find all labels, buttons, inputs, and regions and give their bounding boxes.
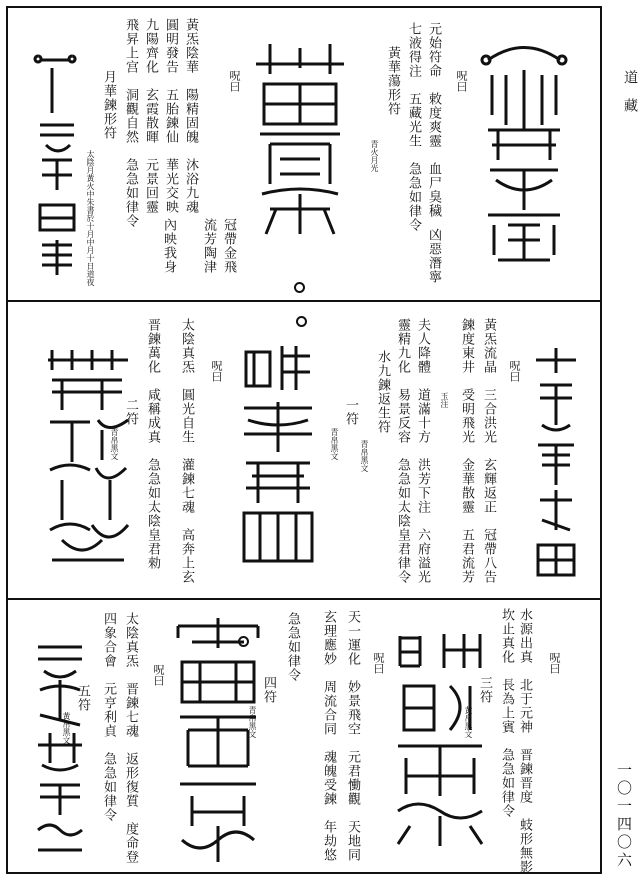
- p2-text-col2: 鍊度東井 受明飛光 金華散靈 五君流芳: [459, 318, 474, 584]
- p2-text-col8: 晋鍊萬化 咸稱成真 急急如太陰皇君勑: [145, 318, 160, 570]
- p3-text-col3-note: 黃帛黑文: [464, 706, 473, 738]
- talisman-seal-7: [390, 626, 490, 848]
- p3-text-col7: 四符: [261, 676, 276, 704]
- p2-text-col1: 黃炁流晶 三合洪光 玄輝返正 冠帶八告: [481, 318, 496, 584]
- p1-text-col1: 元始符命 敕度爽靈 血尸臭穢: [426, 22, 441, 218]
- talisman-seal-3: [32, 40, 82, 280]
- p3-text-col10-note: 黃帛黑文: [62, 712, 71, 744]
- p2-text-col6: 一符: [343, 398, 358, 426]
- p2-text-col4: 靈精九化 易景反容 急急如太陰皇君律令: [395, 318, 410, 584]
- p1-chant-2: 呪曰: [228, 70, 241, 92]
- talisman-seal-1: [478, 30, 570, 270]
- p1-text-col6: 九陽齊化 玄霞散暉 元景回靈: [143, 18, 158, 214]
- p2-text-col9-note: 青帛黑文: [110, 428, 119, 460]
- p2-text-col3: 夫人降體 道滿十方 洪芳下注 六府溢光: [415, 318, 430, 584]
- p2-text-col6-note: 青帛黑文: [330, 428, 339, 460]
- talisman-seal-2: [250, 34, 350, 244]
- p3-text-col7-note: 青帛黑文: [248, 706, 257, 738]
- p1-text-col3: 黃華蕩形符: [385, 46, 400, 116]
- panel-divider-bottom: [6, 598, 602, 600]
- talisman-seal-5: [238, 338, 318, 570]
- circle-mark: [296, 316, 307, 327]
- p1-text-col2b: 凶惡潛寧: [426, 228, 441, 284]
- talisman-seal-4: [530, 340, 582, 585]
- p1-text-col7: 飛昇上宫 洞觀自然 急急如律令: [123, 18, 138, 228]
- p3-text-col9: 四象合會 元亨利貞 急急如律令: [101, 612, 116, 822]
- p3-chant-3: 呪曰: [152, 664, 165, 686]
- margin-title: 道藏: [622, 70, 638, 126]
- talisman-seal-9: [30, 635, 90, 865]
- p3-text-col6: 急急如律令: [285, 612, 300, 682]
- p2-text-col9: 二符: [123, 398, 138, 426]
- p1-text-col4b: 冠帶金飛: [221, 218, 236, 274]
- p2-text-col2-note: 玉注: [440, 392, 449, 408]
- p3-text-col1: 水源出真 北于元神 晋鍊晋度 蚑形無影: [517, 608, 532, 874]
- p1-text-col8-note: 太陰月黃火中朱書於十月中月十日道夜: [86, 150, 95, 286]
- circle-mark: [238, 636, 249, 647]
- p3-text-col3: 三符: [477, 676, 492, 704]
- p3-text-col8: 太陰真炁 晋鍊七魂 返形復質 度命登: [123, 612, 138, 864]
- talisman-seal-8: [172, 612, 264, 867]
- p3-text-col5: 玄理應妙 周流合同 魂魄受鍊 年劫悠: [321, 610, 336, 862]
- circle-mark: [294, 282, 305, 293]
- p1-text-col3-note: 青火月光: [370, 140, 379, 172]
- p2-chant-1: 呪曰: [508, 360, 521, 382]
- p2-text-col5: 水九鍊返生符: [375, 350, 390, 434]
- page-number: 一〇一四〇六: [615, 762, 633, 870]
- p3-chant-1: 呪曰: [548, 652, 561, 674]
- p1-text-col2: 七液得注 五藏光生 急急如律令: [406, 22, 421, 232]
- p1-text-col6b: 內映我身: [161, 218, 176, 274]
- p1-text-col5b: 流芳陶津: [201, 218, 216, 274]
- p3-text-col10: 五符: [75, 684, 90, 712]
- p2-text-col7: 太陰真炁 圓光自生 灌鍊七魂 高奔上玄: [179, 318, 194, 584]
- p3-text-col4: 天一運化 妙景飛空 元君慟觀 天地同: [345, 610, 360, 862]
- p1-text-col4: 黃炁陰華 陽精固魄 沐浴九魂: [183, 18, 198, 214]
- p2-chant-2: 呪曰: [210, 360, 223, 382]
- p1-text-col8: 月華鍊形符: [101, 70, 116, 140]
- p1-chant-1: 呪曰: [455, 70, 468, 92]
- p3-text-col2: 坎止真化 長為上賓 急急如律令: [499, 608, 514, 818]
- talisman-seal-6: [42, 340, 134, 570]
- p3-chant-2: 呪曰: [372, 652, 385, 674]
- p2-text-col5-note: 青帛黑文: [360, 440, 369, 472]
- panel-divider-top: [6, 300, 602, 302]
- p1-text-col5: 圓明發告 五胎鍊仙 華光交映: [163, 18, 178, 214]
